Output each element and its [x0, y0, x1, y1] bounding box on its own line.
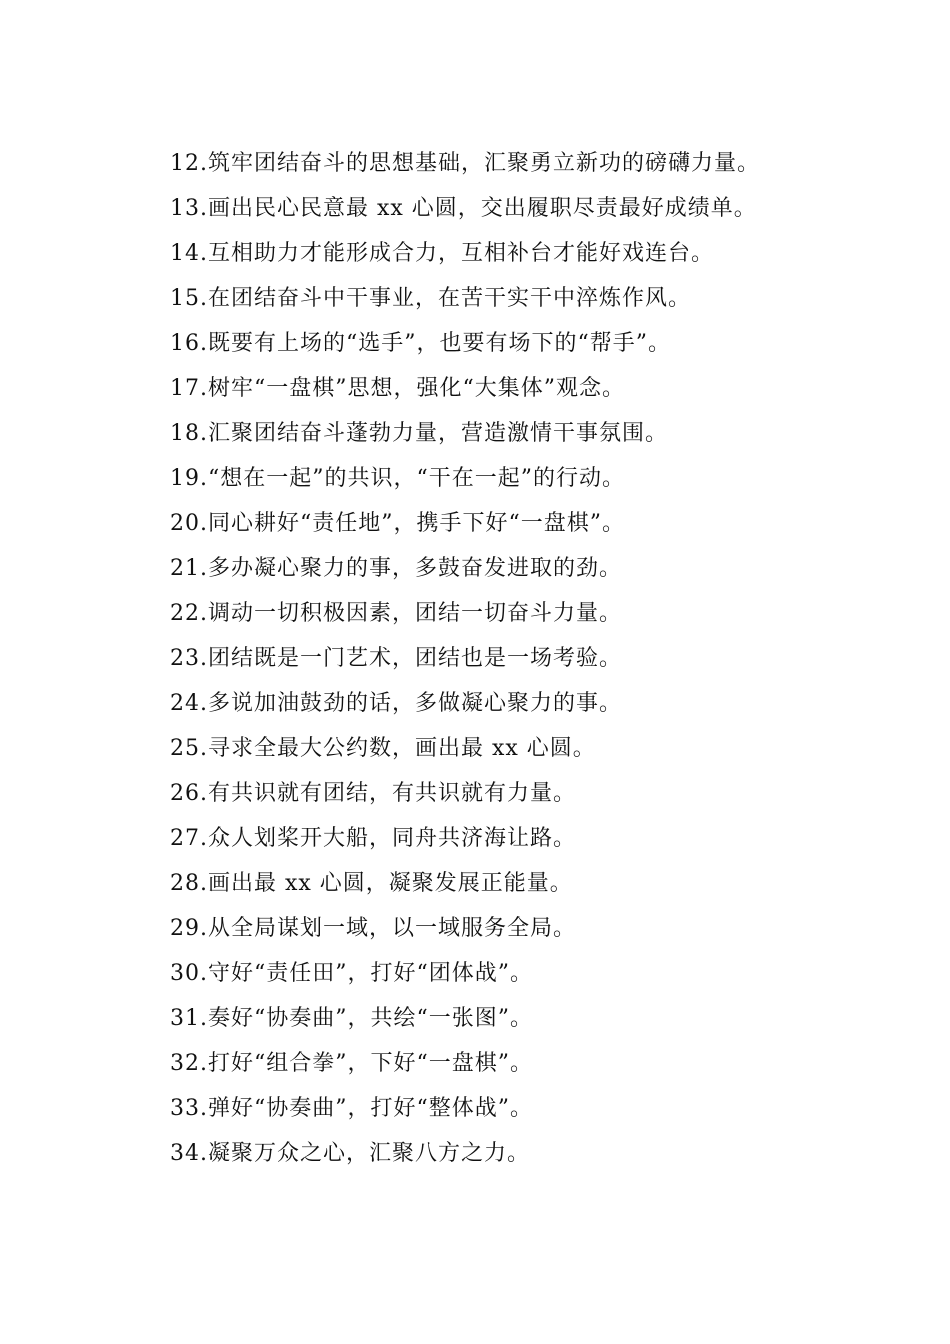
slogan-list: [170, 141, 930, 1176]
list-item: 14.互相助力才能形成合力，互相补台才能好戏连台。: [170, 241, 714, 266]
list-item: 32.打好“组合拳”，下好“一盘棋”。: [170, 1051, 533, 1076]
list-item: 25.寻求全最大公约数，画出最 xx 心圆。: [170, 736, 596, 761]
list-item: 15.在团结奋斗中干事业，在苦干实干中淬炼作风。: [170, 286, 691, 311]
list-item: 26.有共识就有团结，有共识就有力量。: [170, 781, 576, 806]
list-item: 23.团结既是一门艺术，团结也是一场考验。: [170, 646, 622, 671]
list-item: 18.汇聚团结奋斗蓬勃力量，营造激情干事氛围。: [170, 421, 668, 446]
list-item: 31.奏好“协奏曲”，共绘“一张图”。: [170, 1006, 533, 1031]
list-item: 17.树牢“一盘棋”思想，强化“大集体”观念。: [170, 376, 625, 401]
list-item: 29.从全局谋划一域，以一域服务全局。: [170, 916, 576, 941]
list-item: 34.凝聚万众之心，汇聚八方之力。: [170, 1141, 530, 1166]
list-item: 28.画出最 xx 心圆，凝聚发展正能量。: [170, 871, 573, 896]
list-item: 33.弹好“协奏曲”，打好“整体战”。: [170, 1096, 533, 1121]
list-item: 30.守好“责任田”，打好“团体战”。: [170, 961, 533, 986]
list-item: 20.同心耕好“责任地”，携手下好“一盘棋”。: [170, 511, 625, 536]
list-item: 27.众人划桨开大船，同舟共济海让路。: [170, 826, 576, 851]
list-item: 22.调动一切积极因素，团结一切奋斗力量。: [170, 601, 622, 626]
list-item: 21.多办凝心聚力的事，多鼓奋发进取的劲。: [170, 556, 622, 581]
list-item: 12.筑牢团结奋斗的思想基础，汇聚勇立新功的磅礴力量。: [170, 151, 760, 176]
list-item: 16.既要有上场的“选手”，也要有场下的“帮手”。: [170, 331, 671, 356]
list-item: 19.“想在一起”的共识，“干在一起”的行动。: [170, 466, 625, 491]
list-item: 13.画出民心民意最 xx 心圆，交出履职尽责最好成绩单。: [170, 196, 757, 221]
list-item: 24.多说加油鼓劲的话，多做凝心聚力的事。: [170, 691, 622, 716]
